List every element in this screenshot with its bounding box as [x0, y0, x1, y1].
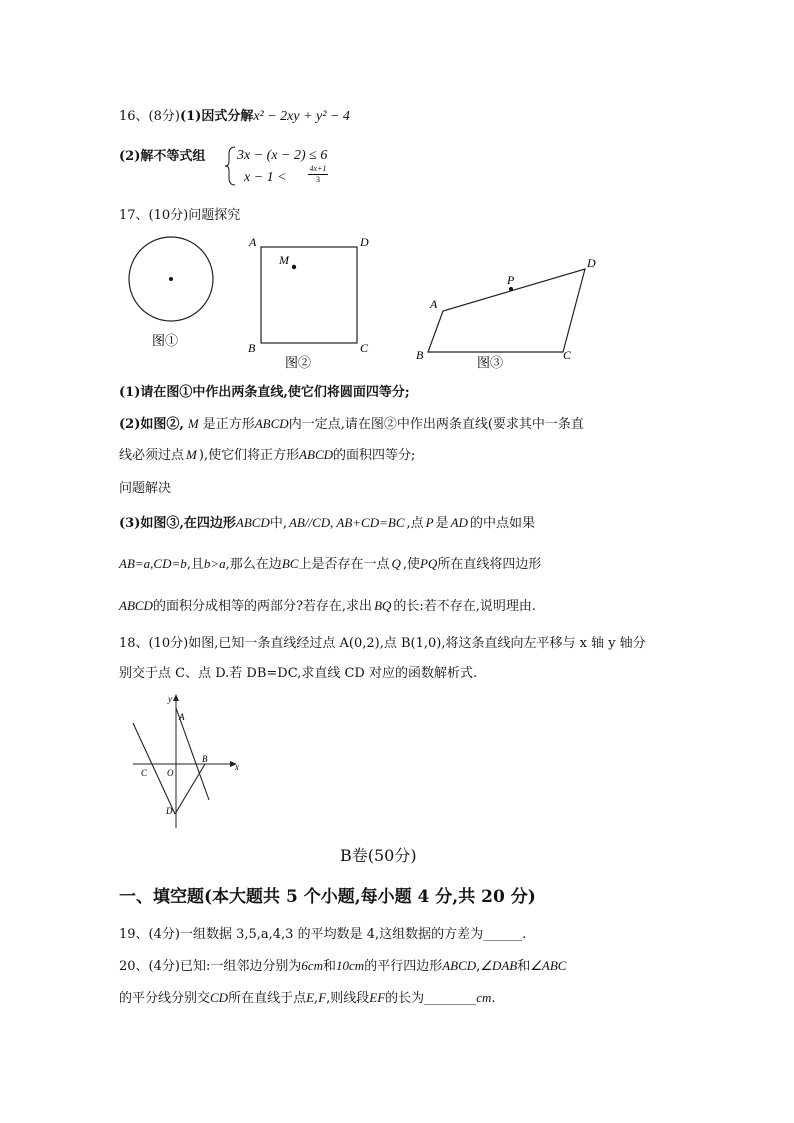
- q16-fraction-numerator: 4x+1: [309, 164, 327, 173]
- q17-line2: (2)如图②, M 是正方形ABCD内一定点,请在图②中作出两条直线(要求其中一条直: [119, 416, 584, 432]
- q18-label-d: D: [166, 806, 173, 816]
- fig3-caption: 图③: [477, 355, 504, 370]
- q20-line1: 20、(4分)已知:一组邻边分别为6cm和10cm的平行四边形ABCD,∠DAB和∠ABC: [119, 958, 567, 974]
- q17-line6: ABCD的面积分成相等的两部分?若存在,求出 BQ 的长:若不存在,说明理由.: [119, 598, 537, 614]
- q18-label-y: y: [168, 694, 172, 704]
- q17-line3: 线必须过点 M ),使它们将正方形ABCD的面积四等分;: [119, 447, 416, 463]
- fig3-point-p: [509, 287, 513, 291]
- q16-line1: [119, 108, 350, 126]
- q18-label-b: B: [202, 754, 208, 764]
- fig3-label-c: C: [563, 348, 572, 362]
- q16-header: 16、(8分): [119, 109, 180, 124]
- fig2-label-a: A: [249, 235, 257, 249]
- fig3-label-b: B: [416, 348, 424, 362]
- q18-label-o: O: [167, 768, 174, 778]
- q17-line1: (1)请在图①中作出两条直线,使它们将圆面四等分;: [119, 385, 410, 400]
- fig2-square: [261, 247, 357, 343]
- q16-inequality-2-left: x − 1 <: [244, 170, 287, 185]
- q17-line5: AB=a,CD=b,且b>a,那么在边BC上是否存在一点 Q ,使PQ所在直线将四边形: [119, 556, 542, 572]
- fig3-label-a: A: [430, 297, 438, 311]
- fig2-label-m: M: [279, 253, 289, 267]
- fig2-label-b: B: [248, 341, 256, 355]
- fig1-caption: 图①: [152, 333, 179, 348]
- q18-line2: 别交于点 C、点 D.若 DB=DC,求直线 CD 对应的函数解析式.: [119, 666, 478, 681]
- q18-label-x: x: [235, 762, 239, 772]
- q16-inequality-1: 3x − (x − 2) ≤ 6: [237, 148, 328, 163]
- q16-brace: [224, 145, 238, 187]
- fig2-label-d: D: [360, 235, 369, 249]
- q16-part1: (1)因式分解: [179, 109, 254, 124]
- q17-header: 17、(10分)问题探究: [119, 208, 241, 223]
- q16-part2: (2)解不等式组: [119, 149, 206, 164]
- q18-coordinate-figure: [125, 690, 250, 830]
- fig2-point-m: [292, 265, 296, 269]
- q19-text: 19、(4分)一组数据 3,5,a,4,3 的平均数是 4,这组数据的方差为______.: [119, 927, 527, 942]
- q20-line2: 的平分线分别交CD所在直线于点E,F,则线段EF的长为________cm.: [119, 990, 496, 1006]
- q17-line4: (3)如图③,在四边形ABCD中, AB//CD, AB+CD=BC ,点 P 是 AD 的中点如果: [119, 515, 535, 531]
- fig1-center-dot: [169, 277, 173, 281]
- q17-figures: [115, 228, 615, 373]
- fig3-label-d: D: [587, 256, 596, 270]
- part-b-section-heading: 一、填空题(本大题共 5 个小题,每小题 4 分,共 20 分): [119, 887, 536, 907]
- q18-y-axis-arrow: [173, 694, 179, 701]
- fig2-caption: 图②: [285, 355, 312, 370]
- q18-line1: 18、(10分)如图,已知一条直线经过点 A(0,2),点 B(1,0),将这条直线向左平移与 x 轴 y 轴分: [119, 636, 646, 651]
- q16-part1-expression: x² − 2xy + y² − 4: [253, 109, 350, 124]
- q18-line-db: [175, 764, 205, 814]
- q17-section-problem-solving: 问题解决: [119, 481, 172, 496]
- q18-label-a: A: [179, 712, 185, 722]
- q18-label-c: C: [141, 768, 148, 778]
- fig3-label-p: P: [507, 273, 515, 287]
- part-b-title: B卷(50分): [340, 846, 417, 865]
- q16-fraction-denominator: 3: [316, 175, 320, 184]
- fig2-label-c: C: [360, 341, 369, 355]
